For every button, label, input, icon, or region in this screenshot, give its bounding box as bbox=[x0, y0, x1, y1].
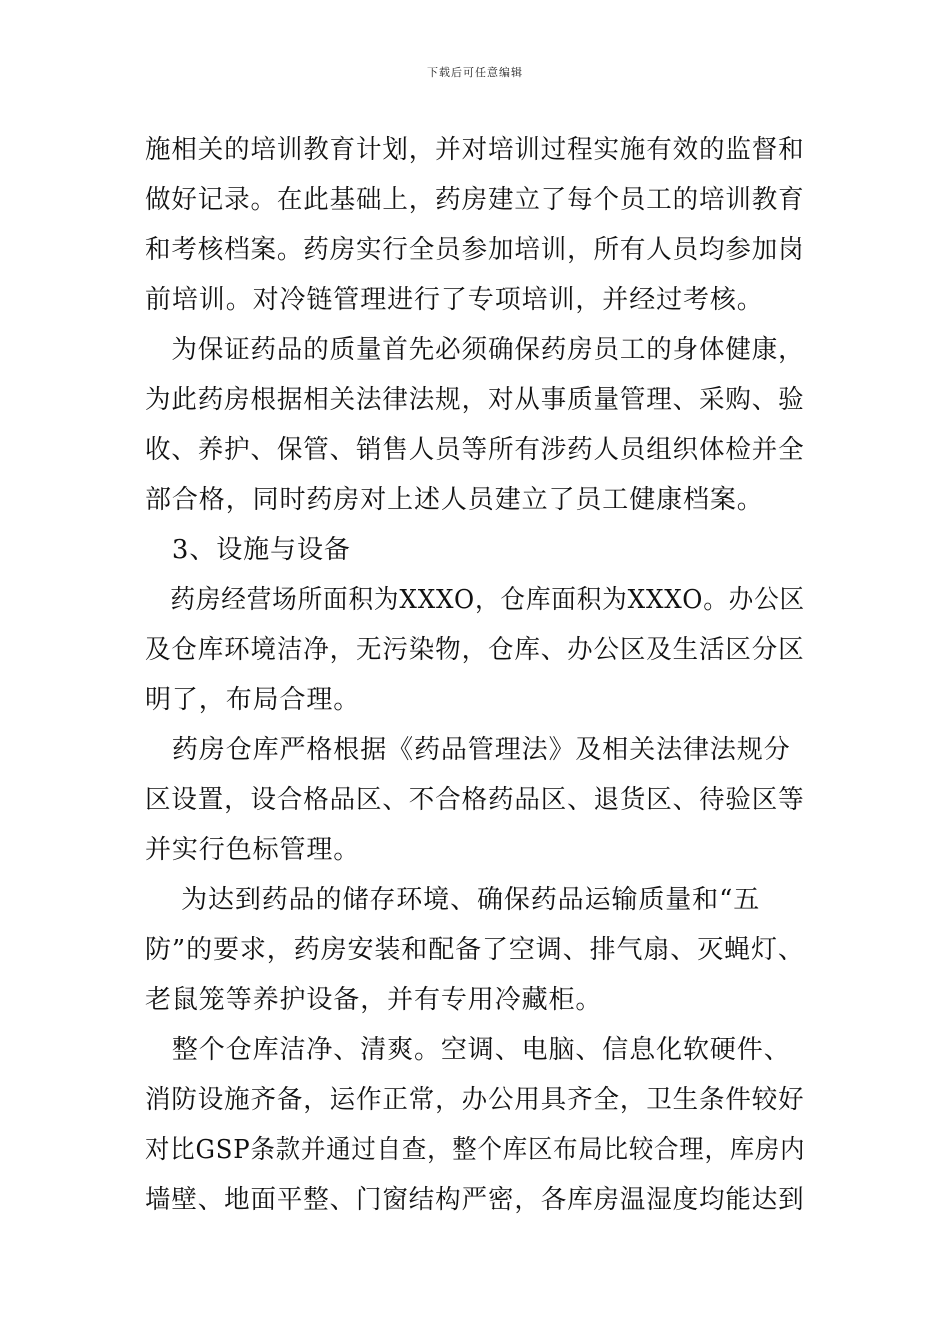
body-line: 施相关的培训教育计划，并对培训过程实施有效的监督和 bbox=[145, 135, 805, 165]
body-line: 和考核档案。药房实行全员参加培训，所有人员均参加岗 bbox=[145, 235, 805, 265]
body-line: 区设置，设合格品区、不合格药品区、退货区、待验区等 bbox=[145, 785, 805, 815]
body-line: 药房仓库严格根据《药品管理法》及相关法律法规分 bbox=[145, 735, 791, 765]
body-line: 整个仓库洁净、清爽。空调、电脑、信息化软硬件、 bbox=[145, 1035, 791, 1065]
body-line: 并实行色标管理。 bbox=[145, 835, 361, 865]
body-line: 老鼠笼等养护设备，并有专用冷藏柜。 bbox=[145, 985, 603, 1015]
body-line: 防”的要求，药房安装和配备了空调、排气扇、灭蝇灯、 bbox=[145, 935, 805, 965]
body-line: 为保证药品的质量首先必须确保药房员工的身体健康， bbox=[145, 335, 805, 365]
body-line: 及仓库环境洁净，无污染物，仓库、办公区及生活区分区 bbox=[145, 635, 805, 665]
section-heading: 3、设施与设备 bbox=[145, 535, 351, 565]
body-line: 为达到药品的储存环境、确保药品运输质量和“五 bbox=[145, 885, 761, 915]
body-line: 明了，布局合理。 bbox=[145, 685, 361, 715]
body-line: 药房经营场所面积为XXXO，仓库面积为XXXO。办公区 bbox=[145, 585, 805, 615]
body-line: 部合格，同时药房对上述人员建立了员工健康档案。 bbox=[145, 485, 764, 515]
body-line: 为此药房根据相关法律法规，对从事质量管理、采购、验 bbox=[145, 385, 805, 415]
body-line: 前培训。对冷链管理进行了专项培训，并经过考核。 bbox=[145, 285, 764, 315]
body-line: 做好记录。在此基础上，药房建立了每个员工的培训教育 bbox=[145, 185, 805, 215]
page-header: 下载后可任意编辑 bbox=[427, 66, 523, 79]
body-line: 收、养护、保管、销售人员等所有涉药人员组织体检并全 bbox=[145, 435, 805, 465]
body-line: 墙壁、地面平整、门窗结构严密，各库房温湿度均能达到 bbox=[145, 1185, 805, 1215]
body-line: 对比GSP条款并通过自查，整个库区布局比较合理，库房内 bbox=[145, 1135, 806, 1165]
body-line: 消防设施齐备，运作正常，办公用具齐全，卫生条件较好 bbox=[145, 1085, 805, 1115]
